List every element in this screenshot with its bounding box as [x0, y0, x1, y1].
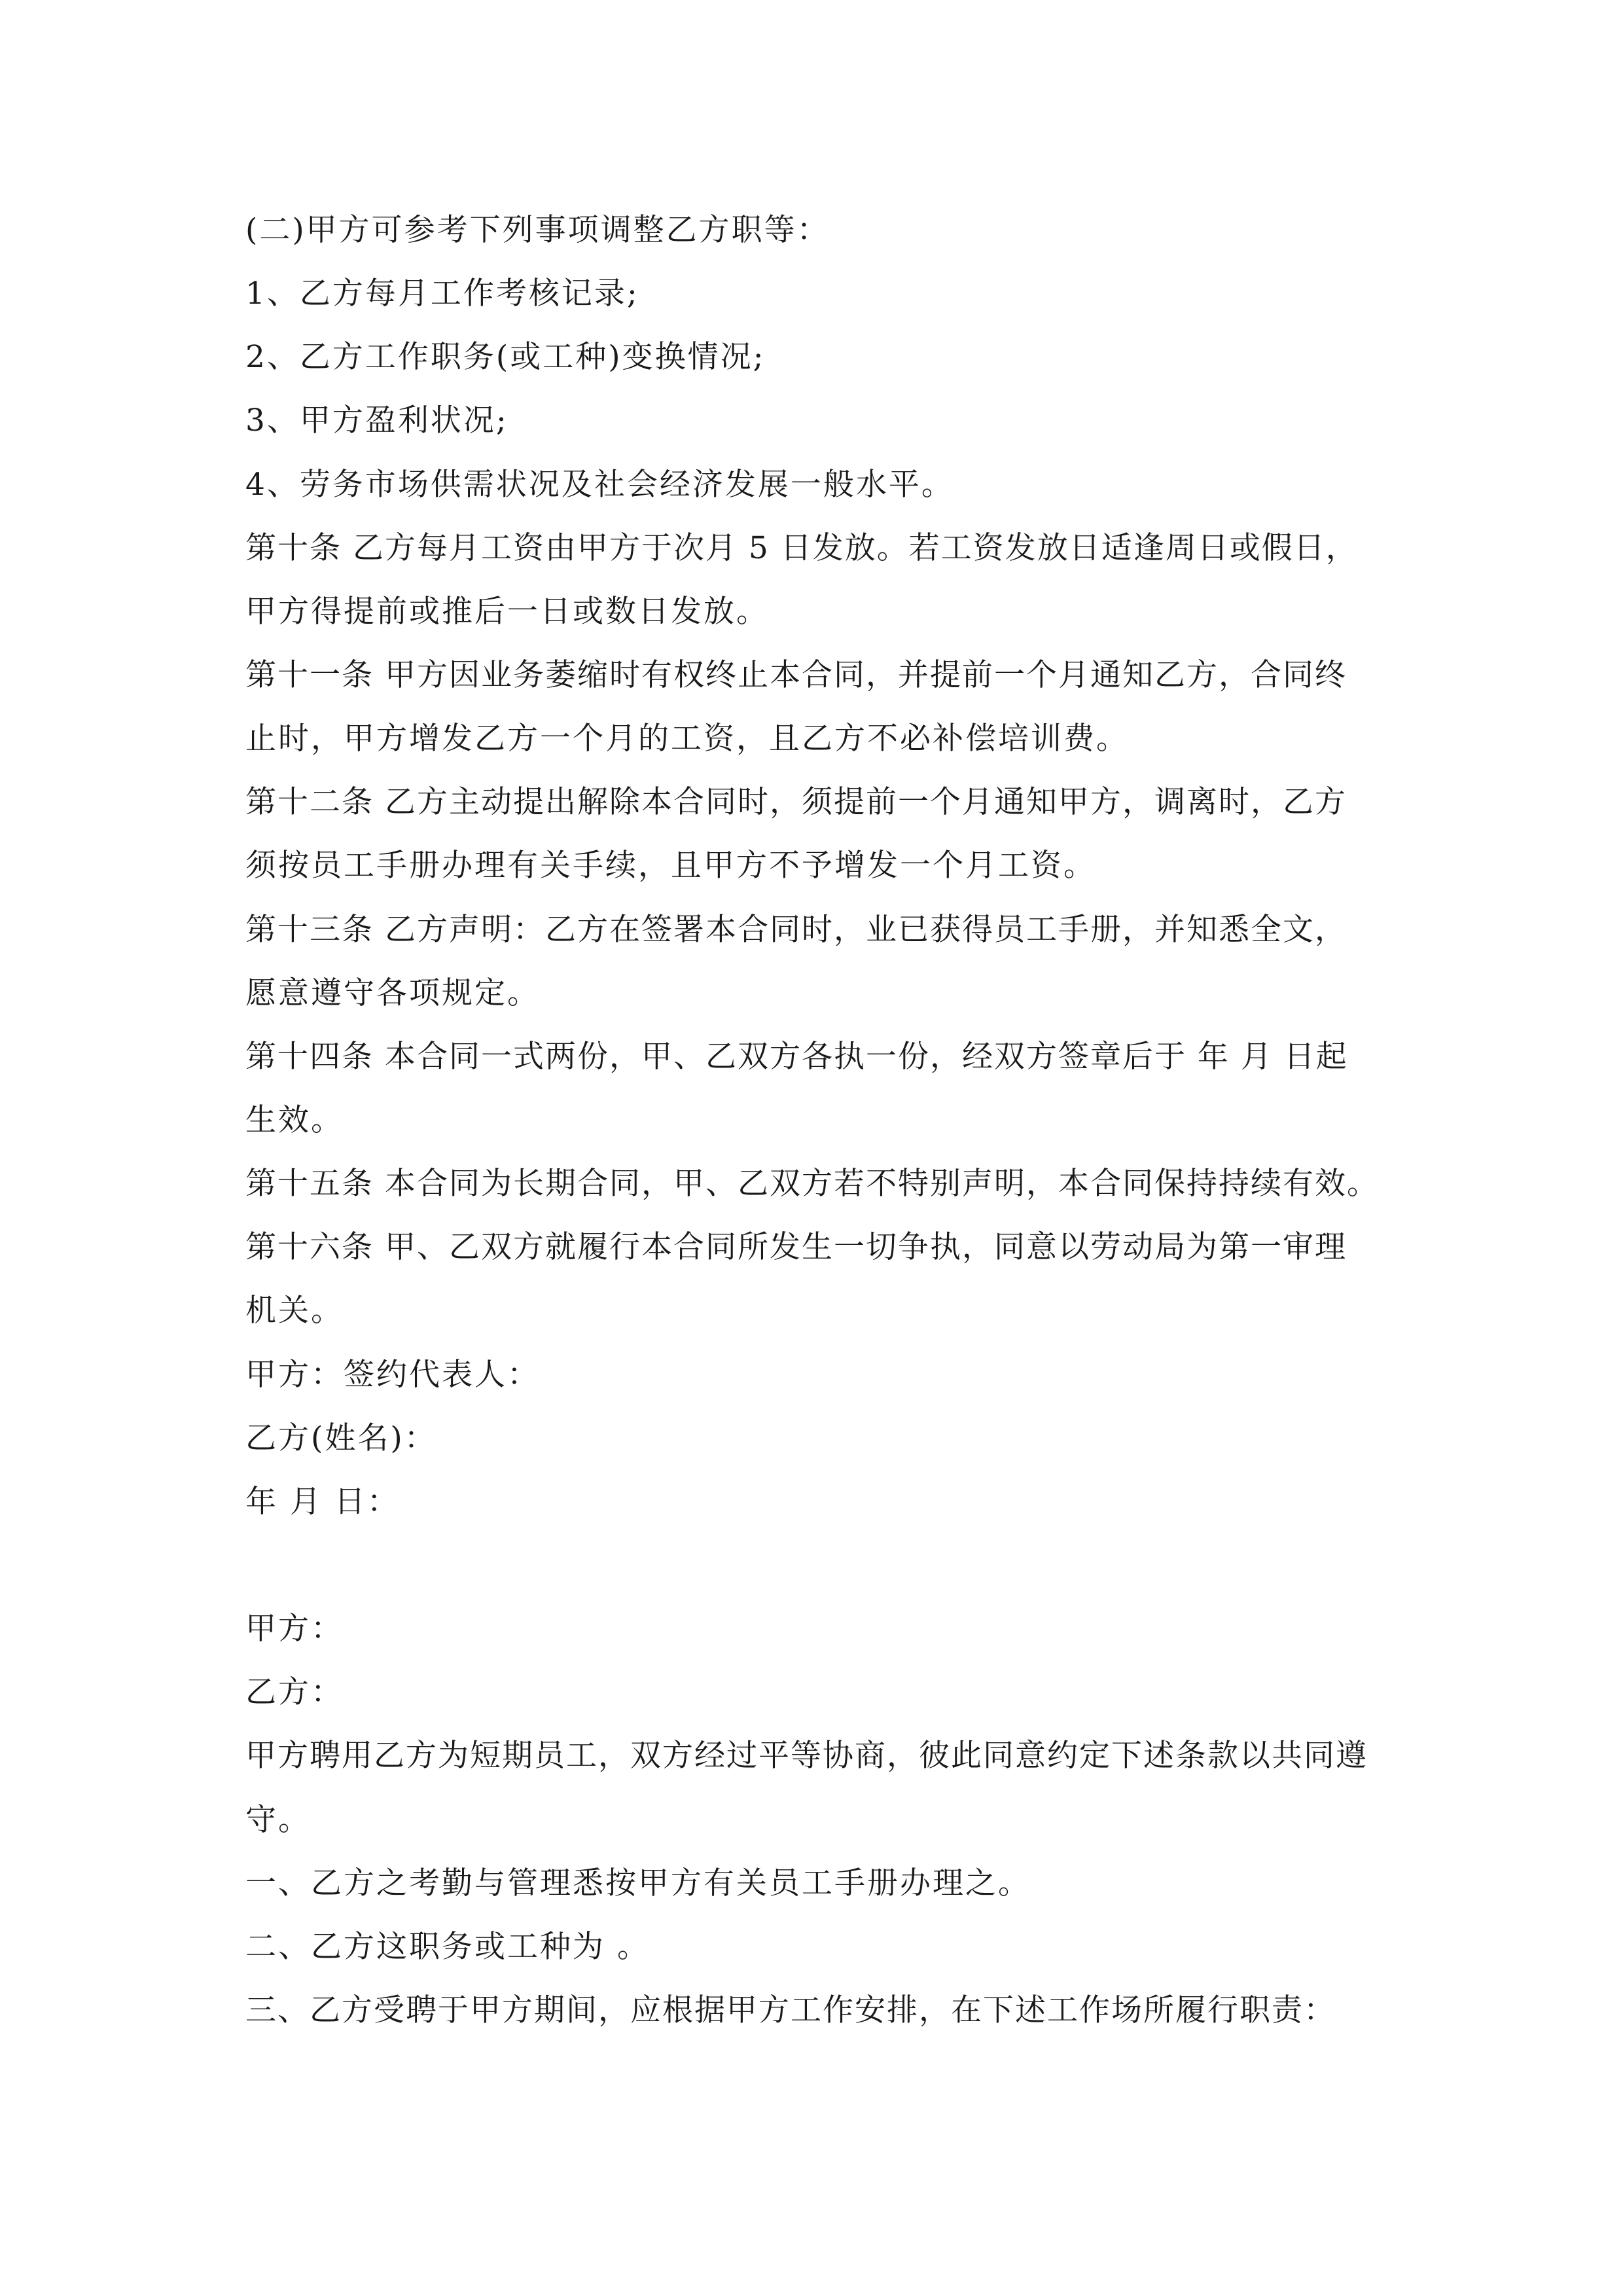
text-line: 第十一条 甲方因业务萎缩时有权终止本合同，并提前一个月通知乙方，合同终: [245, 657, 1347, 693]
text-line: 第十四条 本合同一式两份，甲、乙双方各执一份，经双方签章后于 年 月 日起: [245, 1039, 1348, 1075]
text-line: 2、乙方工作职务(或工种)变换情况;: [245, 339, 766, 375]
text-line: 生效。: [245, 1102, 344, 1138]
text-line: 3、甲方盈利状况;: [245, 403, 508, 439]
text-line: 守。: [245, 1802, 311, 1838]
text-line: 三、乙方受聘于甲方期间，应根据甲方工作安排，在下述工作场所履行职责：: [245, 1992, 1336, 2028]
text-line: 4、劳务市场供需状况及社会经济发展一般水平。: [245, 467, 954, 503]
text-line: 1、乙方每月工作考核记录;: [245, 276, 639, 312]
text-line: 第十二条 乙方主动提出解除本合同时，须提前一个月通知甲方，调离时，乙方: [245, 784, 1347, 820]
text-line: 二、乙方这职务或工种为 。: [245, 1929, 650, 1965]
text-line: 第十五条 本合同为长期合同，甲、乙双方若不特别声明，本合同保持持续有效。: [245, 1166, 1379, 1202]
text-line: 须按员工手册办理有关手续，且甲方不予增发一个月工资。: [245, 848, 1096, 884]
text-line: 愿意遵守各项规定。: [245, 975, 540, 1011]
text-line: 甲方：: [245, 1611, 344, 1647]
text-line: 第十条 乙方每月工资由甲方于次月 5 日发放。若工资发放日适逢周日或假日，: [245, 530, 1358, 566]
text-line: 第十六条 甲、乙双方就履行本合同所发生一切争执，同意以劳动局为第一审理: [245, 1229, 1347, 1265]
text-line: 一、乙方之考勤与管理悉按甲方有关员工手册办理之。: [245, 1865, 1031, 1901]
text-line: 甲方：签约代表人：: [245, 1357, 540, 1393]
text-line: 乙方(姓名)：: [245, 1420, 437, 1456]
text-line: 第十三条 乙方声明：乙方在签署本合同时，业已获得员工手册，并知悉全文，: [245, 912, 1347, 948]
text-line: 甲方得提前或推后一日或数日发放。: [245, 594, 769, 630]
text-line: 止时，甲方增发乙方一个月的工资，且乙方不必补偿培训费。: [245, 721, 1129, 757]
text-line: 机关。: [245, 1293, 344, 1329]
text-line: 乙方：: [245, 1674, 344, 1710]
text-line: (二)甲方可参考下列事项调整乙方职等：: [245, 212, 830, 248]
text-line: 甲方聘用乙方为短期员工，双方经过平等协商，彼此同意约定下述条款以共同遵: [245, 1738, 1368, 1774]
text-line: 年 月 日：: [245, 1484, 400, 1520]
